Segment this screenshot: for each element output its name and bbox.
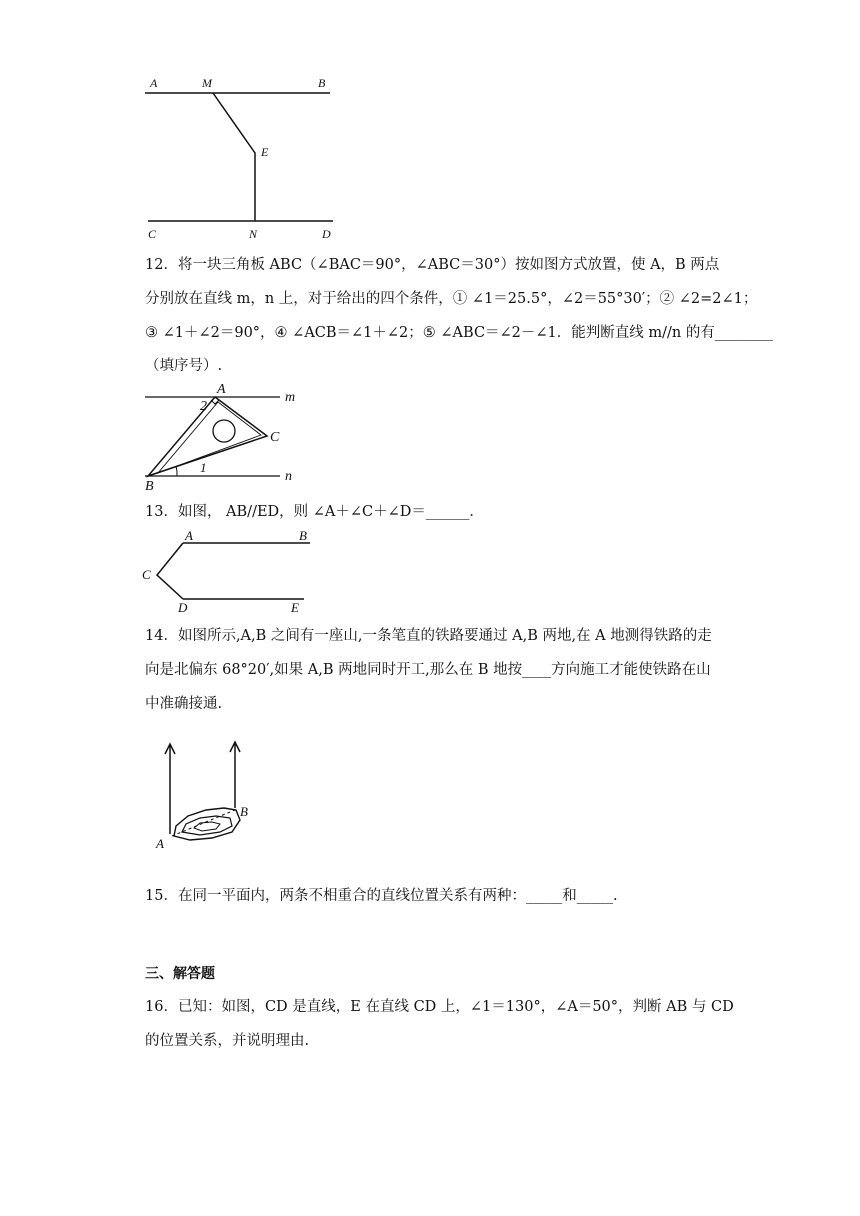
q13-line-1: 13．如图， AB//ED，则 ∠A＋∠C＋∠D＝______． <box>145 504 484 520</box>
label-a: A <box>185 528 193 543</box>
label-c: C <box>270 430 280 445</box>
label-n: n <box>285 469 292 484</box>
q16-line-1: 16．已知：如图，CD 是直线，E 在直线 CD 上，∠1＝130°，∠A＝50°，判断 AB 与 CD <box>145 999 734 1015</box>
q12-line-2: 分别放在直线 m，n 上，对于给出的四个条件，① ∠1＝25.5°，∠2＝55°30′；② ∠2=2∠1； <box>145 291 758 307</box>
label-a: A <box>150 76 158 90</box>
mountain-contour-outer <box>174 808 240 840</box>
label-d: D <box>322 227 331 241</box>
mountain-contour-inner <box>194 822 220 831</box>
label-1: 1 <box>200 460 207 475</box>
figure-q12 <box>140 378 310 493</box>
label-c: C <box>142 567 151 582</box>
label-m: m <box>285 390 296 405</box>
figure-q13 <box>138 528 318 616</box>
label-b: B <box>240 804 248 819</box>
label-a: A <box>217 382 226 397</box>
label-d: D <box>178 600 188 615</box>
angle-1-arc <box>176 466 177 476</box>
section-title: 三、解答题 <box>145 966 215 982</box>
label-2: 2 <box>200 399 207 414</box>
label-c: C <box>148 227 157 241</box>
label-b: B <box>318 76 326 90</box>
path-acd <box>157 543 183 599</box>
label-e: E <box>291 600 299 615</box>
q12-line-4: （填序号）. <box>145 358 223 374</box>
mountain-contour-middle <box>182 816 232 835</box>
label-b: B <box>299 528 307 543</box>
q12-line-1: 12．将一块三角板 ABC（∠BAC＝90°，∠ABC＝30°）按如图方式放置，使 A，B 两点 <box>145 257 720 273</box>
segment-men <box>213 93 255 221</box>
label-b: B <box>145 479 154 493</box>
q14-line-1: 14．如图所示,A,B 之间有一座山,一条笔直的铁路要通过 A,B 两地,在 A 地测得铁路的走 <box>145 628 712 644</box>
figure-q14 <box>150 738 260 853</box>
triangle-inner <box>158 402 261 473</box>
label-n: N <box>249 227 258 241</box>
q14-line-2: 向是北偏东 68°20′,如果 A,B 两地同时开工,那么在 B 地按____方向施工才能使铁路在山 <box>145 662 711 678</box>
q16-line-2: 的位置关系，并说明理由. <box>145 1033 310 1049</box>
q15-line-1: 15．在同一平面内，两条不相重合的直线位置关系有两种：_____和_____. <box>145 888 618 904</box>
q14-line-3: 中准确接通. <box>145 696 223 712</box>
label-a: A <box>156 836 164 851</box>
q12-line-3: ③ ∠1＋∠2＝90°，④ ∠ACB＝∠1＋∠2；⑤ ∠ABC＝∠2－∠1．能判断直线 m//n 的有________ <box>145 325 773 341</box>
label-m: M <box>202 76 212 90</box>
triangle-hole <box>213 420 235 442</box>
figure-q11 <box>140 70 350 245</box>
label-e: E <box>261 145 269 159</box>
